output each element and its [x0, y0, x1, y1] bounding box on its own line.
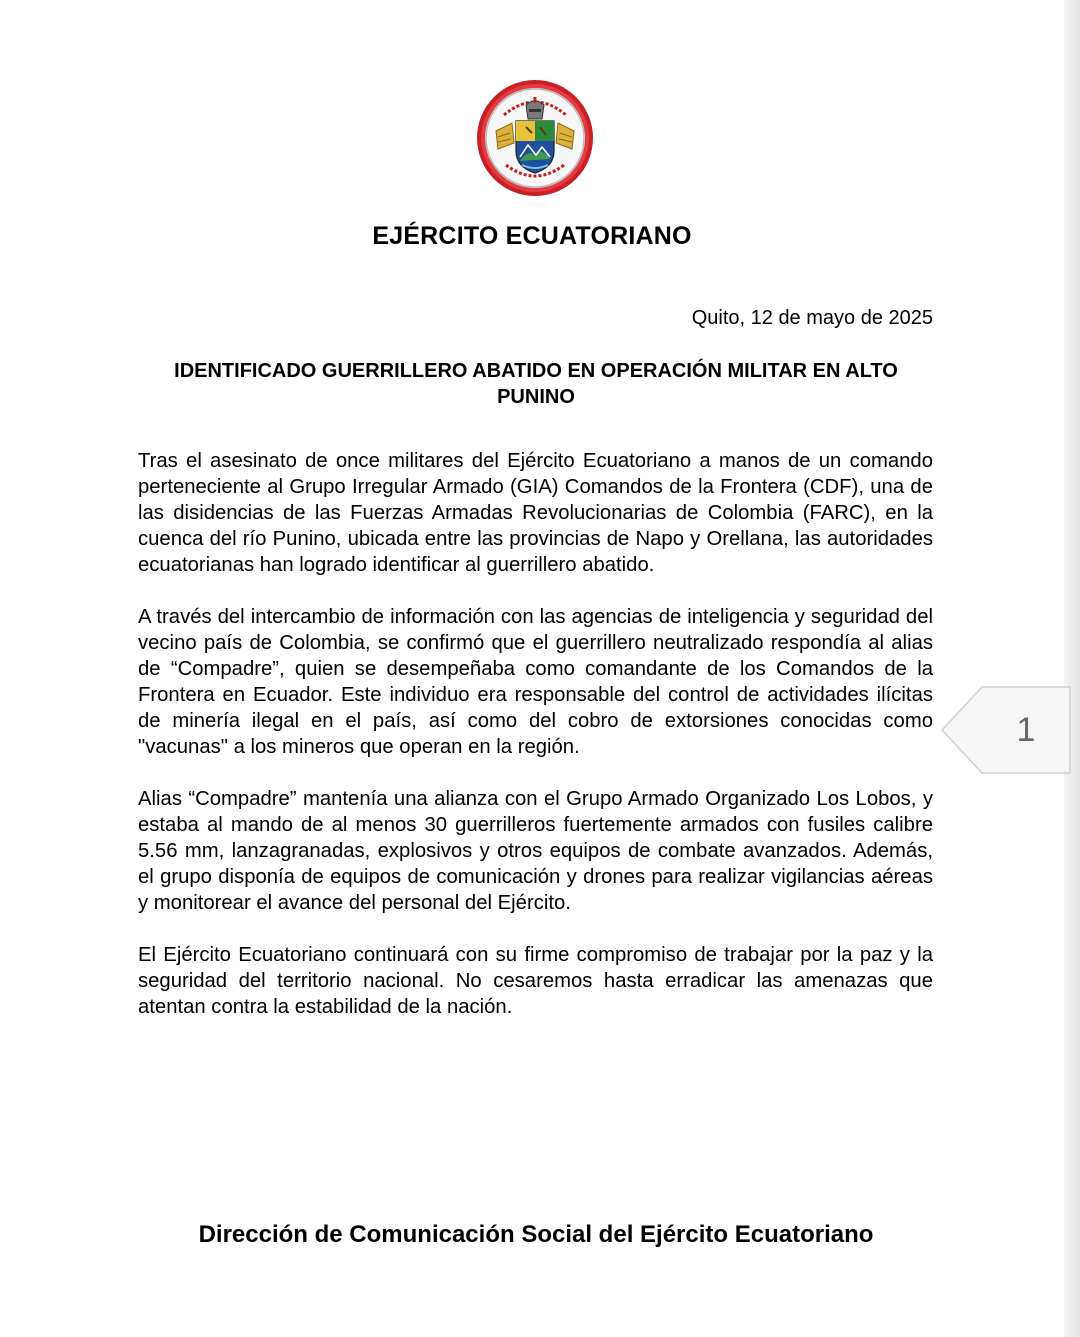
document-date: Quito, 12 de mayo de 2025	[691, 307, 933, 329]
press-release-headline: IDENTIFICADO GUERRILLERO ABATIDO EN OPERACIÓN MILITAR EN ALTO PUNINO	[174, 360, 898, 408]
army-emblem-icon	[476, 79, 594, 197]
body-paragraph-3: Alias “Compadre” mantenía una alianza con el Grupo Armado Organizado Los Lobos, y estaba al mando de al menos 30 guerrilleros fuertemente armados con fusiles calibre 5.56 mm, lanzagranadas, explosivos y otros equipos de combate avanzados. Además, el grupo disponía de equipos de comunicación y drones para realizar vigilancias aéreas y monitorear el avance del personal del Ejército.	[138, 788, 933, 914]
body-paragraph-4: El Ejército Ecuatoriano continuará con su firme compromiso de trabajar por la paz y la seguridad del territorio nacional. No cesaremos hasta erradicar las amenazas que atentan contra la estabilidad de la nación.	[138, 944, 933, 1018]
press-release-body	[138, 448, 933, 1046]
viewer-scroll-edge	[1064, 0, 1080, 1337]
body-paragraph-2: A través del intercambio de información con las agencias de inteligencia y seguridad del vecino país de Colombia, se confirmó que el guerrillero neutralizado respondía al alias de “Compadre”, quien se desempeñaba como comandante de los Comandos de la Frontera en Ecuador. Este individuo era responsable del control de actividades ilícitas de minería ilegal en el país, así como del cobro de extorsiones conocidas como "vacunas" a los mineros que operan en la región.	[138, 606, 933, 758]
page-number-label: 1	[1016, 711, 1036, 749]
page-indicator-tab-icon[interactable]	[941, 686, 1071, 774]
document-footer: Dirección de Comunicación Social del Ejército Ecuatoriano	[198, 1221, 874, 1248]
body-paragraph-1: Tras el asesinato de once militares del Ejército Ecuatoriano a manos de un comando perteneciente al Grupo Irregular Armado (GIA) Comandos de la Frontera (CDF), una de las disidencias de las Fuerzas Armadas Revolucionarias de Colombia (FARC), en la cuenca del río Punino, ubicada entre las provincias de Napo y Orellana, las autoridades ecuatorianas han logrado identificar al guerrillero abatido.	[138, 450, 933, 576]
organization-title: EJÉRCITO ECUATORIANO	[372, 222, 692, 250]
